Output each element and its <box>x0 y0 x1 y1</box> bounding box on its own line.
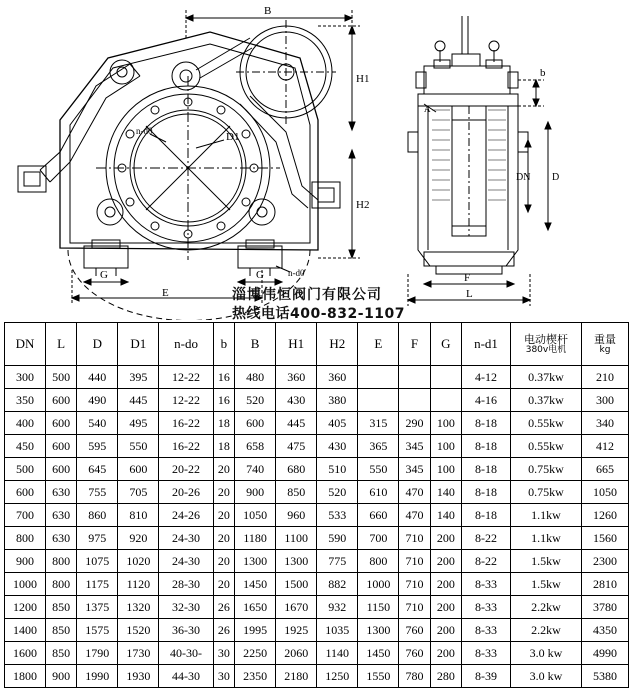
table-cell: 1450 <box>358 642 399 665</box>
table-cell: 705 <box>118 481 159 504</box>
table-cell: 1800 <box>5 665 46 688</box>
table-cell: 445 <box>118 389 159 412</box>
table-cell: 16 <box>213 366 234 389</box>
dim-label-DN: DN <box>516 172 531 183</box>
table-cell: 20-26 <box>159 481 213 504</box>
table-cell: 140 <box>430 481 461 504</box>
table-cell: 740 <box>235 458 276 481</box>
specification-table <box>4 322 629 688</box>
table-cell: 1375 <box>77 596 118 619</box>
table-cell: 5380 <box>582 665 629 688</box>
dim-label-H2: H2 <box>356 199 370 211</box>
table-cell: 600 <box>46 458 77 481</box>
table-cell: 400 <box>5 412 46 435</box>
table-cell: 200 <box>430 527 461 550</box>
table-cell: 8-33 <box>462 596 511 619</box>
table-cell <box>399 366 430 389</box>
table-cell: 0.55kw <box>511 435 582 458</box>
table-cell: 30 <box>213 642 234 665</box>
col-header-weight <box>582 323 629 366</box>
table-cell: 850 <box>276 481 317 504</box>
table-cell: 3.0 kw <box>511 665 582 688</box>
table-cell: 658 <box>235 435 276 458</box>
table-cell: 20 <box>213 504 234 527</box>
table-cell: 20 <box>213 573 234 596</box>
label-n-d0-bottom: n-d0 <box>288 268 305 278</box>
dim-label-B: B <box>264 5 272 17</box>
table-cell: 405 <box>317 412 358 435</box>
table-row <box>5 573 629 596</box>
company-hotline: 热线电话400-832-1107 <box>232 305 406 322</box>
col-header-b-small: b <box>213 323 234 366</box>
table-cell: 200 <box>430 573 461 596</box>
table-cell: 16-22 <box>159 412 213 435</box>
label-A: A <box>424 104 431 114</box>
table-cell: 1650 <box>235 596 276 619</box>
table-cell: 210 <box>582 366 629 389</box>
table-cell: 8-18 <box>462 435 511 458</box>
table-cell: 1520 <box>118 619 159 642</box>
table-cell: 595 <box>77 435 118 458</box>
col-header-l: L <box>46 323 77 366</box>
table-cell: 1450 <box>235 573 276 596</box>
col-header-n-do: n-do <box>159 323 213 366</box>
table-cell: 920 <box>118 527 159 550</box>
table-cell: 700 <box>358 527 399 550</box>
table-cell: 1670 <box>276 596 317 619</box>
table-cell: 340 <box>582 412 629 435</box>
table-cell: 20 <box>213 458 234 481</box>
table-cell: 2.2kw <box>511 619 582 642</box>
table-cell: 550 <box>358 458 399 481</box>
table-cell: 800 <box>5 527 46 550</box>
table-cell: 755 <box>77 481 118 504</box>
table-cell: 2350 <box>235 665 276 688</box>
table-cell <box>358 366 399 389</box>
table-cell: 590 <box>317 527 358 550</box>
table-cell: 0.55kw <box>511 412 582 435</box>
table-cell: 360 <box>276 366 317 389</box>
table-cell: 1300 <box>276 550 317 573</box>
table-cell: 645 <box>77 458 118 481</box>
table-cell: 412 <box>582 435 629 458</box>
table-cell: 630 <box>46 481 77 504</box>
table-cell: 610 <box>358 481 399 504</box>
table-cell: 2300 <box>582 550 629 573</box>
table-cell: 430 <box>317 435 358 458</box>
table-cell: 1.1kw <box>511 527 582 550</box>
table-cell: 345 <box>399 435 430 458</box>
table-cell: 2.2kw <box>511 596 582 619</box>
table-cell: 475 <box>276 435 317 458</box>
table-cell: 1400 <box>5 619 46 642</box>
table-cell: 1320 <box>118 596 159 619</box>
col-header-d: D <box>77 323 118 366</box>
table-body <box>5 366 629 688</box>
table-cell <box>399 389 430 412</box>
table-cell: 760 <box>399 642 430 665</box>
table-cell: 1150 <box>358 596 399 619</box>
table-cell: 1.1kw <box>511 504 582 527</box>
table-row <box>5 665 629 688</box>
table-cell: 8-39 <box>462 665 511 688</box>
table-cell: 345 <box>399 458 430 481</box>
table-cell: 350 <box>5 389 46 412</box>
table-cell: 0.75kw <box>511 458 582 481</box>
table-cell: 40-30- <box>159 642 213 665</box>
table-cell: 850 <box>46 619 77 642</box>
table-cell: 540 <box>77 412 118 435</box>
dim-label-G-right: G <box>256 269 264 281</box>
col-header-f: F <box>399 323 430 366</box>
table-cell: 12-22 <box>159 366 213 389</box>
dim-label-F: F <box>464 272 471 284</box>
table-cell: 440 <box>77 366 118 389</box>
table-cell: 4350 <box>582 619 629 642</box>
table-cell: 960 <box>276 504 317 527</box>
table-cell: 1180 <box>235 527 276 550</box>
table-cell: 8-22 <box>462 527 511 550</box>
table-cell: 1995 <box>235 619 276 642</box>
table-cell: 1020 <box>118 550 159 573</box>
dim-label-E: E <box>162 287 169 299</box>
table-cell: 470 <box>399 481 430 504</box>
table-cell: 1300 <box>235 550 276 573</box>
table-cell: 1600 <box>5 642 46 665</box>
table-cell: 520 <box>235 389 276 412</box>
table-cell: 550 <box>118 435 159 458</box>
table-cell: 1000 <box>5 573 46 596</box>
table-cell: 600 <box>46 435 77 458</box>
table-cell: 1930 <box>118 665 159 688</box>
table-cell: 450 <box>5 435 46 458</box>
table-row <box>5 527 629 550</box>
table-cell: 1075 <box>77 550 118 573</box>
table-cell: 1500 <box>276 573 317 596</box>
table-cell: 28-30 <box>159 573 213 596</box>
table-cell: 1050 <box>582 481 629 504</box>
table-cell: 8-18 <box>462 481 511 504</box>
table-cell: 495 <box>118 412 159 435</box>
table-cell: 315 <box>358 412 399 435</box>
table-cell: 24-26 <box>159 504 213 527</box>
table-cell: 490 <box>77 389 118 412</box>
valve-assembly-drawing <box>0 0 633 320</box>
table-row <box>5 550 629 573</box>
table-cell: 8-33 <box>462 619 511 642</box>
table-cell: 100 <box>430 458 461 481</box>
table-row <box>5 435 629 458</box>
col-header-weight-main: 重量 <box>594 333 616 347</box>
table-cell: 850 <box>46 596 77 619</box>
col-header-motor <box>511 323 582 366</box>
col-header-weight-sub: kg <box>599 345 611 356</box>
table-cell: 16-22 <box>159 435 213 458</box>
table-cell: 1000 <box>358 573 399 596</box>
table-cell: 710 <box>399 596 430 619</box>
table-cell: 300 <box>5 366 46 389</box>
table-header-row <box>5 323 629 366</box>
table-row <box>5 619 629 642</box>
table-cell: 100 <box>430 412 461 435</box>
table-row <box>5 481 629 504</box>
table-cell: 8-33 <box>462 573 511 596</box>
table-cell: 0.75kw <box>511 481 582 504</box>
table-row <box>5 458 629 481</box>
table-cell: 500 <box>5 458 46 481</box>
table-cell: 12-22 <box>159 389 213 412</box>
table-cell <box>358 389 399 412</box>
table-cell: 20 <box>213 481 234 504</box>
table-cell: 26 <box>213 619 234 642</box>
table-cell: 1550 <box>358 665 399 688</box>
table-cell: 26 <box>213 596 234 619</box>
col-header-g: G <box>430 323 461 366</box>
table-cell: 8-18 <box>462 458 511 481</box>
table-cell: 0.37kw <box>511 389 582 412</box>
table-cell: 900 <box>5 550 46 573</box>
table-cell: 32-30 <box>159 596 213 619</box>
table-cell <box>430 389 461 412</box>
table-cell: 430 <box>276 389 317 412</box>
table-cell: 290 <box>399 412 430 435</box>
dim-label-b: b <box>540 67 546 79</box>
table-cell: 600 <box>118 458 159 481</box>
table-cell: 18 <box>213 412 234 435</box>
table-cell: 520 <box>317 481 358 504</box>
table-cell: 510 <box>317 458 358 481</box>
table-cell: 2180 <box>276 665 317 688</box>
table-cell: 18 <box>213 435 234 458</box>
table-cell: 200 <box>430 619 461 642</box>
table-cell: 800 <box>358 550 399 573</box>
table-cell: 20-22 <box>159 458 213 481</box>
table-cell: 1140 <box>317 642 358 665</box>
dim-label-L: L <box>466 288 473 300</box>
table-cell: 8-33 <box>462 642 511 665</box>
table-cell: 380 <box>317 389 358 412</box>
table-cell: 24-30 <box>159 550 213 573</box>
table-row <box>5 366 629 389</box>
table-row <box>5 389 629 412</box>
table-cell: 630 <box>46 527 77 550</box>
table-cell: 900 <box>235 481 276 504</box>
table-cell: 600 <box>46 412 77 435</box>
table-cell: 1560 <box>582 527 629 550</box>
table-cell: 1300 <box>358 619 399 642</box>
col-header-motor-sub: 380v电机 <box>525 345 567 356</box>
table-cell: 780 <box>399 665 430 688</box>
table-cell: 8-22 <box>462 550 511 573</box>
technical-drawing <box>0 0 633 320</box>
table-cell: 533 <box>317 504 358 527</box>
table-cell: 900 <box>46 665 77 688</box>
table-cell: 1050 <box>235 504 276 527</box>
table-cell: 280 <box>430 665 461 688</box>
table-cell: 660 <box>358 504 399 527</box>
table-cell: 20 <box>213 550 234 573</box>
col-header-n-d1: n-d1 <box>462 323 511 366</box>
table-cell: 36-30 <box>159 619 213 642</box>
col-header-dn: DN <box>5 323 46 366</box>
table-cell: 860 <box>77 504 118 527</box>
table-cell: 932 <box>317 596 358 619</box>
table-cell: 760 <box>399 619 430 642</box>
table-cell: 1790 <box>77 642 118 665</box>
table-cell: 44-30 <box>159 665 213 688</box>
table-cell: 1575 <box>77 619 118 642</box>
table-cell: 1.5kw <box>511 573 582 596</box>
table-cell: 1730 <box>118 642 159 665</box>
table-cell: 600 <box>46 389 77 412</box>
table-cell: 1.5kw <box>511 550 582 573</box>
company-watermark <box>232 286 492 324</box>
table-cell: 975 <box>77 527 118 550</box>
col-header-e: E <box>358 323 399 366</box>
table-cell: 1100 <box>276 527 317 550</box>
table-cell: 700 <box>5 504 46 527</box>
table-cell: 600 <box>5 481 46 504</box>
table-cell: 1925 <box>276 619 317 642</box>
table-cell: 24-30 <box>159 527 213 550</box>
table-cell: 30 <box>213 665 234 688</box>
table-cell: 3.0 kw <box>511 642 582 665</box>
table-cell: 200 <box>430 642 461 665</box>
table-cell: 800 <box>46 550 77 573</box>
table-cell: 4-16 <box>462 389 511 412</box>
table-cell: 2810 <box>582 573 629 596</box>
table-cell: 630 <box>46 504 77 527</box>
table-cell: 775 <box>317 550 358 573</box>
table-cell: 0.37kw <box>511 366 582 389</box>
dim-label-G-left: G <box>100 269 108 281</box>
dim-label-D: D <box>552 172 560 183</box>
table-cell: 710 <box>399 527 430 550</box>
table-cell: 710 <box>399 550 430 573</box>
table-cell: 1035 <box>317 619 358 642</box>
table-cell: 1200 <box>5 596 46 619</box>
table-cell: 1250 <box>317 665 358 688</box>
table-cell: 1260 <box>582 504 629 527</box>
col-header-h1: H1 <box>276 323 317 366</box>
table-cell: 8-18 <box>462 504 511 527</box>
table-cell: 300 <box>582 389 629 412</box>
table-row <box>5 642 629 665</box>
table-cell: 2250 <box>235 642 276 665</box>
company-name: 淄博伟恒阀门有限公司 <box>232 287 382 303</box>
table-cell: 20 <box>213 527 234 550</box>
dim-label-H1: H1 <box>356 73 370 85</box>
table-cell: 600 <box>235 412 276 435</box>
col-header-h2: H2 <box>317 323 358 366</box>
table-cell: 665 <box>582 458 629 481</box>
table-cell <box>430 366 461 389</box>
table-row <box>5 596 629 619</box>
col-header-motor-main: 电动楔杆 <box>524 333 568 347</box>
col-header-d1: D1 <box>118 323 159 366</box>
table-cell: 470 <box>399 504 430 527</box>
table-cell: 800 <box>46 573 77 596</box>
table-cell: 395 <box>118 366 159 389</box>
table-cell: 4-12 <box>462 366 511 389</box>
table-cell: 200 <box>430 596 461 619</box>
col-header-b: B <box>235 323 276 366</box>
label-n-d0-left: n-d0 <box>136 126 153 136</box>
table-cell: 360 <box>317 366 358 389</box>
table-cell: 1120 <box>118 573 159 596</box>
table-cell: 2060 <box>276 642 317 665</box>
table-cell: 140 <box>430 504 461 527</box>
table-cell: 480 <box>235 366 276 389</box>
table-cell: 710 <box>399 573 430 596</box>
table-cell: 882 <box>317 573 358 596</box>
table-cell: 810 <box>118 504 159 527</box>
table-cell: 850 <box>46 642 77 665</box>
table-cell: 500 <box>46 366 77 389</box>
table-cell: 4990 <box>582 642 629 665</box>
table-cell: 3780 <box>582 596 629 619</box>
table-cell: 445 <box>276 412 317 435</box>
table-cell: 200 <box>430 550 461 573</box>
table-cell: 1175 <box>77 573 118 596</box>
table-cell: 680 <box>276 458 317 481</box>
dim-label-D1: D1 <box>226 131 240 143</box>
table-row <box>5 412 629 435</box>
table-cell: 16 <box>213 389 234 412</box>
table-row <box>5 504 629 527</box>
table-cell: 1990 <box>77 665 118 688</box>
table-cell: 365 <box>358 435 399 458</box>
table-cell: 100 <box>430 435 461 458</box>
table-cell: 8-18 <box>462 412 511 435</box>
